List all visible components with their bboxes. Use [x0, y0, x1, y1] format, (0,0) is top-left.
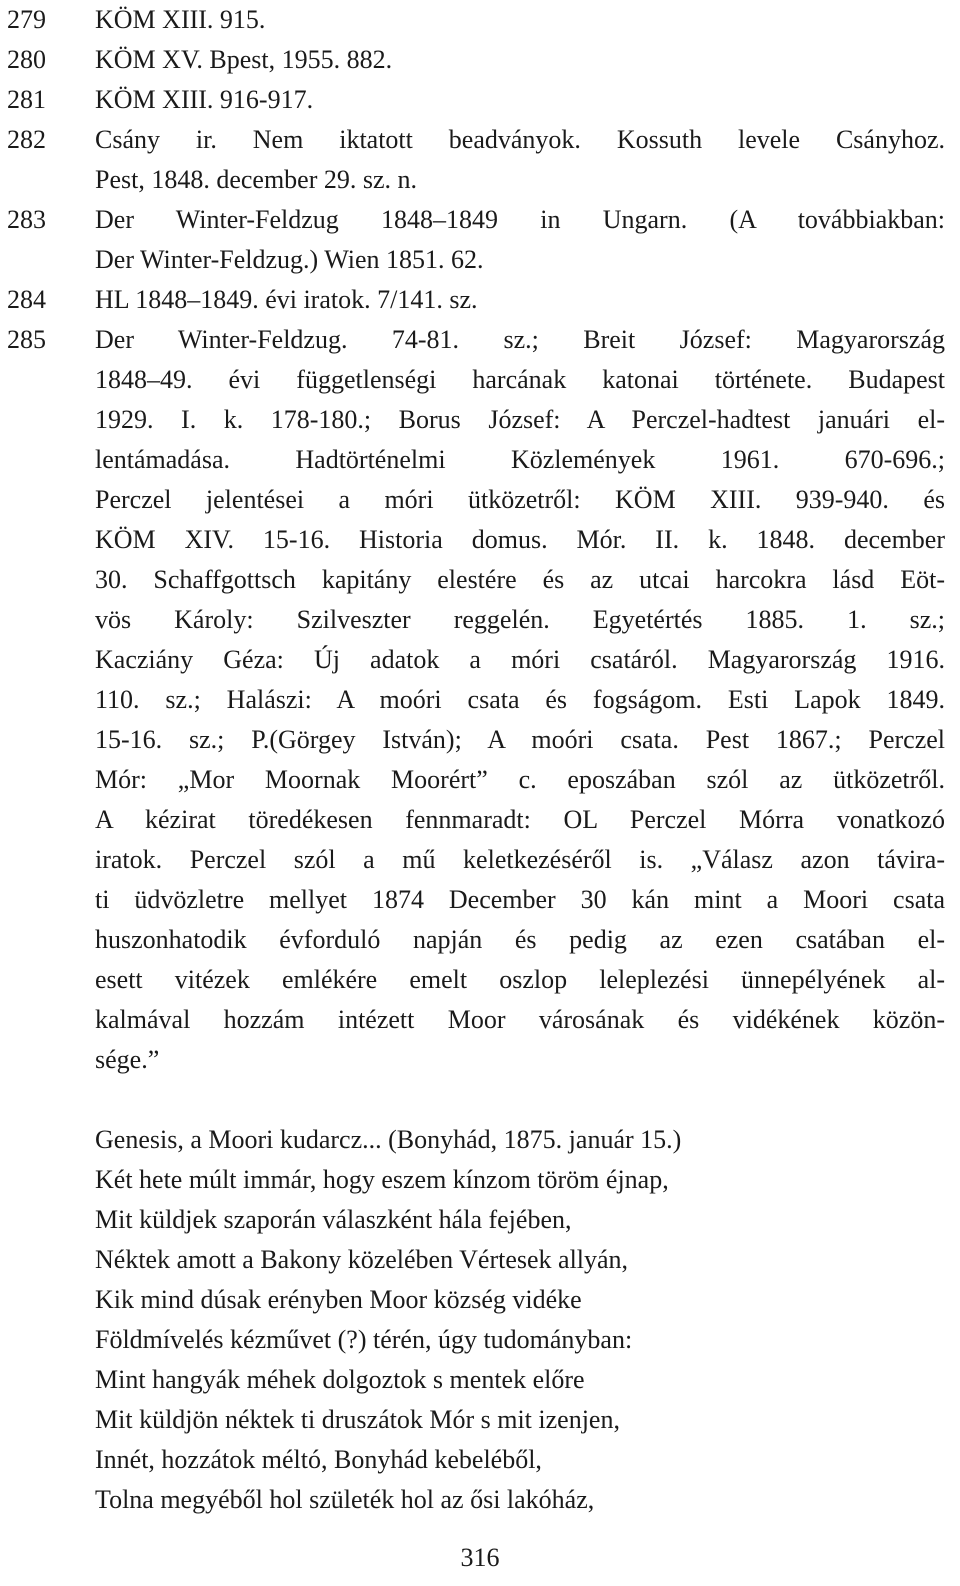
poem-line: Mit küldjön néktek ti druszátok Mór s mit izenjen,: [95, 1405, 620, 1434]
footnote-line: kalmával hozzám intézett Moor városának és vidékének közön-: [95, 1005, 945, 1034]
footnote-line: sége.”: [95, 1045, 160, 1074]
poem-line: Két hete múlt immár, hogy eszem kínzom töröm éjnap,: [95, 1165, 669, 1194]
footnote-line: KÖM XIII. 916-917.: [95, 85, 314, 114]
footnote-line: Der Winter-Feldzug 1848–1849 in Ungarn. (A továbbiakban:: [95, 205, 945, 234]
footnote-line: vös Károly: Szilveszter reggelén. Egyetértés 1885. 1. sz.;: [95, 605, 945, 634]
footnote-line: Pest, 1848. december 29. sz. n.: [95, 165, 418, 194]
footnote-number: 280: [7, 45, 46, 74]
footnote-number: 283: [7, 205, 46, 234]
poem-line: Földmívelés kézművet (?) térén, úgy tudományban:: [95, 1325, 633, 1354]
poem-line: Mit küldjek szaporán válaszként hála fejében,: [95, 1205, 572, 1234]
footnote-number: 279: [7, 5, 46, 34]
poem-line: Tolna megyéből hol születék hol az ősi lakóház,: [95, 1485, 595, 1514]
footnote-line: Der Winter-Feldzug. 74-81. sz.; Breit József: Magyarország: [95, 325, 945, 354]
footnote-number: 282: [7, 125, 46, 154]
footnote-line: ti üdvözletre mellyet 1874 December 30 kán mint a Moori csata: [95, 885, 945, 914]
footnote-line: Perczel jelentései a móri ütközetről: KÖM XIII. 939-940. és: [95, 485, 945, 514]
footnote-line: Mór: „Mor Moornak Moorért” c. eposzában szól az ütközetről.: [95, 765, 945, 794]
page-number: 316: [460, 1543, 500, 1572]
footnote-line: A kézirat töredékesen fennmaradt: OL Perczel Mórra vonatkozó: [95, 805, 945, 834]
footnote-number: 281: [7, 85, 46, 114]
poem-line: Kik mind dúsak erényben Moor község vidéke: [95, 1285, 582, 1314]
footnote-number: 284: [7, 285, 46, 314]
footnote-line: HL 1848–1849. évi iratok. 7/141. sz.: [95, 285, 478, 314]
footnote-line: KÖM XIII. 915.: [95, 5, 266, 34]
footnote-line: esett vitézek emlékére emelt oszlop leleplezési ünnepélyének al-: [95, 965, 945, 994]
footnote-line: Csány ir. Nem iktatott beadványok. Kossuth levele Csányhoz.: [95, 125, 945, 154]
footnote-line: 30. Schaffgottsch kapitány elestére és az utcai harcokra lásd Eöt-: [95, 565, 945, 594]
footnote-line: 15-16. sz.; P.(Görgey István); A moóri csata. Pest 1867.; Perczel: [95, 725, 945, 754]
poem-title: Genesis, a Moori kudarcz... (Bonyhád, 1875. január 15.): [95, 1125, 682, 1154]
poem-line: Innét, hozzátok méltó, Bonyhád kebeléből,: [95, 1445, 542, 1474]
footnote-line: Kacziány Géza: Új adatok a móri csatáról. Magyarország 1916.: [95, 645, 945, 674]
footnote-line: huszonhatodik évforduló napján és pedig az ezen csatában el-: [95, 925, 945, 954]
footnote-line: 1929. I. k. 178-180.; Borus József: A Perczel-hadtest januári el-: [95, 405, 945, 434]
poem-line: Mint hangyák méhek dolgoztok s mentek előre: [95, 1365, 585, 1394]
footnote-line: 110. sz.; Halászi: A moóri csata és fogságom. Esti Lapok 1849.: [95, 685, 945, 714]
footnote-line: Der Winter-Feldzug.) Wien 1851. 62.: [95, 245, 484, 274]
poem-line: Néktek amott a Bakony közelében Vértesek allyán,: [95, 1245, 629, 1274]
footnote-line: 1848–49. évi függetlenségi harcának katonai története. Budapest: [95, 365, 945, 394]
footnote-line: iratok. Perczel szól a mű keletkezéséről is. „Válasz azon távira-: [95, 845, 945, 874]
footnote-line: KÖM XIV. 15-16. Historia domus. Mór. II. k. 1848. december: [95, 525, 945, 554]
footnote-number: 285: [7, 325, 46, 354]
footnote-line: lentámadása. Hadtörténelmi Közlemények 1961. 670-696.;: [95, 445, 945, 474]
footnote-line: KÖM XV. Bpest, 1955. 882.: [95, 45, 393, 74]
